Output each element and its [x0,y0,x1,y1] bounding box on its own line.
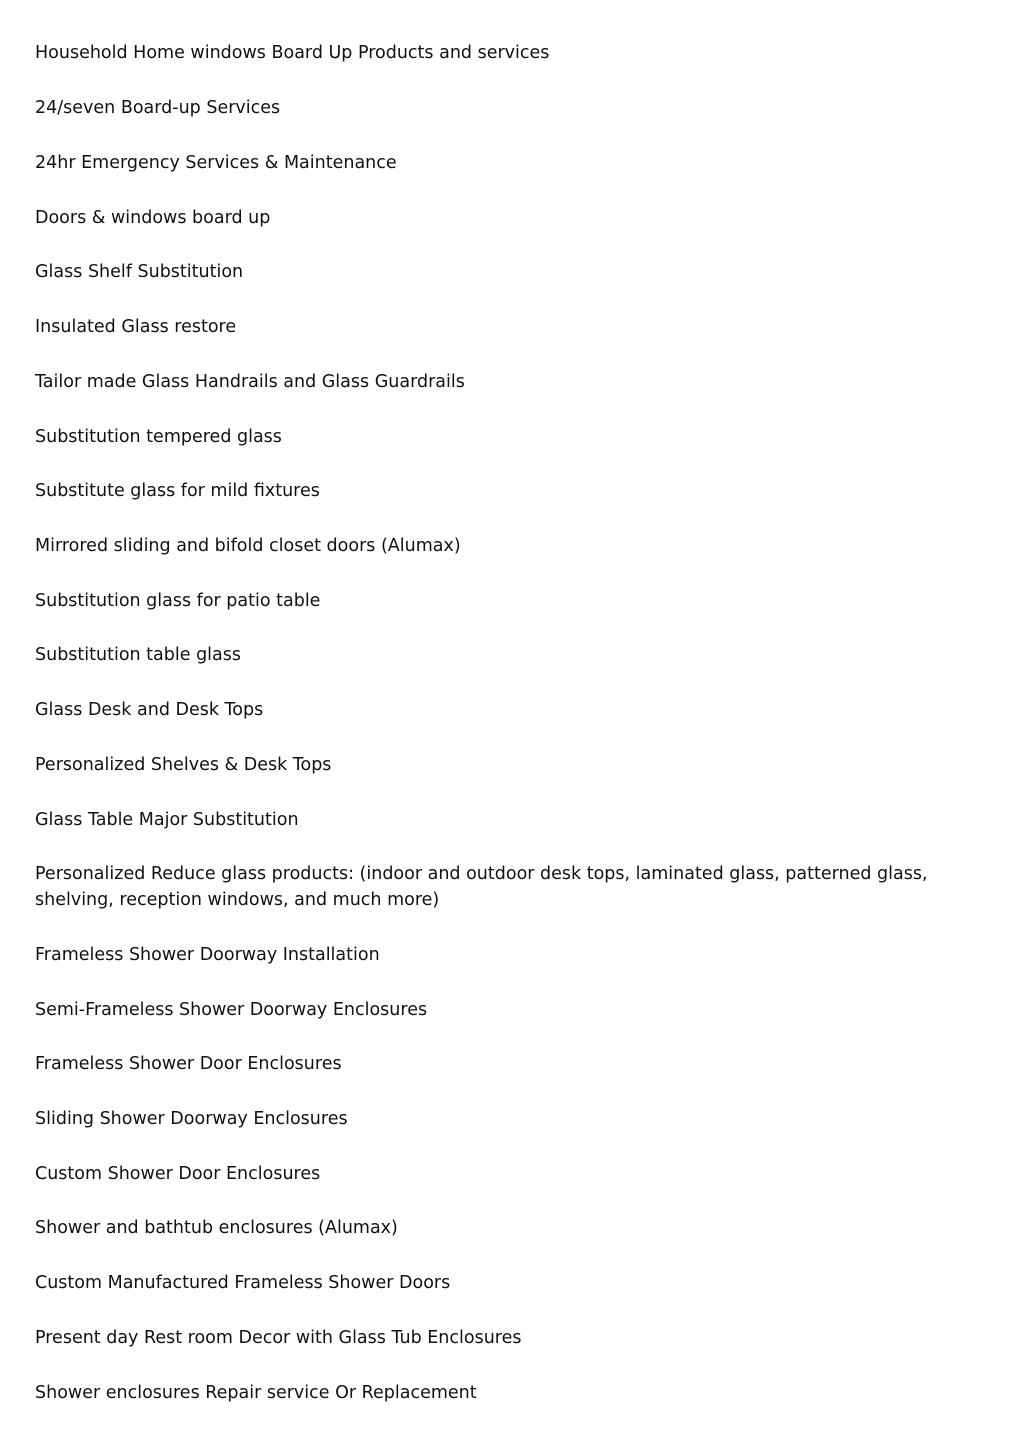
list-item: Custom Manufactured Frameless Shower Doors [35,1273,451,1293]
list-item: Custom Shower Door Enclosures [35,1164,321,1184]
list-item: Glass Desk and Desk Tops [35,700,264,720]
list-item: Substitution tempered glass [35,427,282,447]
list-item: Frameless Shower Doorway Installation [35,945,380,965]
list-item: Sliding Shower Doorway Enclosures [35,1109,348,1129]
list-item: Substitute glass for mild fixtures [35,481,320,501]
list-item: Personalized Reduce glass products: (indoor and outdoor desk tops, laminated glass, patterned glass, shelving, reception windows, and much more) [35,864,928,910]
list-item: Tailor made Glass Handrails and Glass Guardrails [35,372,465,392]
list-item: Semi-Frameless Shower Doorway Enclosures [35,1000,428,1020]
list-item: 24hr Emergency Services & Maintenance [35,153,397,173]
list-item: Mirrored sliding and bifold closet doors (Alumax) [35,536,461,556]
list-item: Glass Shelf Substitution [35,262,244,282]
list-item: Present day Rest room Decor with Glass Tub Enclosures [35,1328,522,1348]
list-item: Substitution table glass [35,645,242,665]
list-item: Personalized Shelves & Desk Tops [35,755,332,775]
list-item: Household Home windows Board Up Products and services [35,43,550,63]
list-item: Substitution glass for patio table [35,591,321,611]
list-item: Shower and bathtub enclosures (Alumax) [35,1218,398,1238]
list-item: 24/seven Board-up Services [35,98,281,118]
list-item: Doors & windows board up [35,208,271,228]
list-item: Insulated Glass restore [35,317,237,337]
list-item: Frameless Shower Door Enclosures [35,1054,342,1074]
list-item: Glass Table Major Substitution [35,810,299,830]
list-item: Shower enclosures Repair service Or Replacement [35,1383,477,1403]
